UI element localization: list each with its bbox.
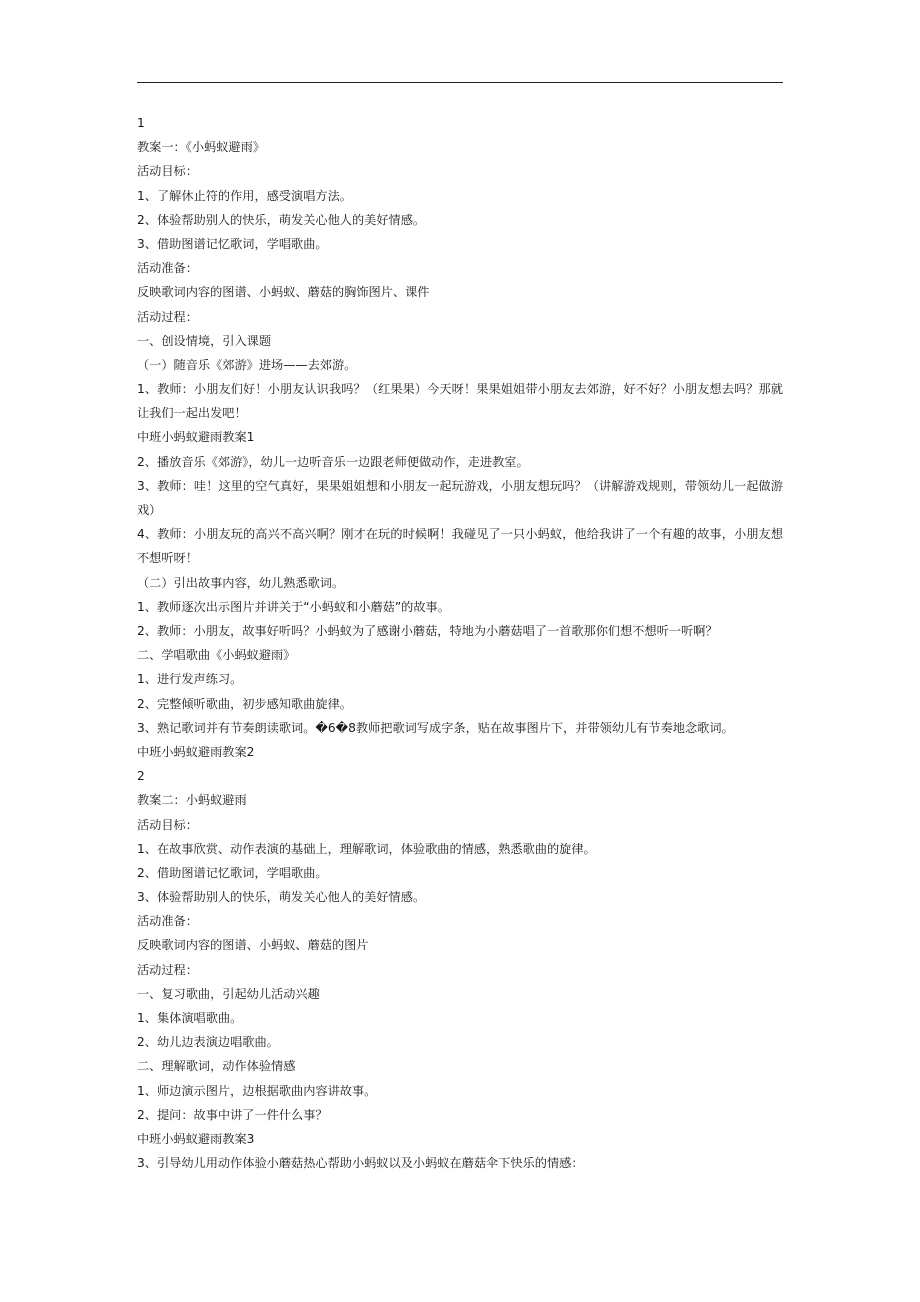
paragraph: 3、体验帮助别人的快乐，萌发关心他人的美好情感。	[137, 890, 426, 905]
running-footer: 中班小蚂蚁避雨教案2	[137, 744, 255, 759]
paragraph: 一、复习歌曲，引起幼儿活动兴趣	[137, 986, 320, 1001]
paragraph: 3、借助图谱记忆歌词，学唱歌曲。	[137, 236, 328, 251]
section-heading: 活动目标：	[137, 164, 198, 179]
paragraph: 2、完整倾听歌曲，初步感知歌曲旋律。	[137, 696, 352, 711]
document-body	[137, 111, 783, 1175]
section-heading: 活动准备：	[137, 261, 198, 276]
paragraph: 3、教师：哇！这里的空气真好，果果姐姐想和小朋友一起玩游戏，小朋友想玩吗？（讲解游戏规则，带领幼儿一起做游戏）	[137, 478, 783, 518]
paragraph: 1、教师逐次出示图片并讲关于“小蚂蚁和小蘑菇”的故事。	[137, 599, 450, 614]
paragraph: 3、引导幼儿用动作体验小蘑菇热心帮助小蚂蚁以及小蚂蚁在蘑菇伞下快乐的情感：	[137, 1156, 584, 1171]
section-heading: 活动准备：	[137, 914, 198, 929]
paragraph: 1、集体演唱歌曲。	[137, 1011, 243, 1026]
paragraph: 1、了解休止符的作用，感受演唱方法。	[137, 188, 352, 203]
page-number: 2	[137, 769, 145, 784]
paragraph: 1、在故事欣赏、动作表演的基础上，理解歌词，体验歌曲的情感，熟悉歌曲的旋律。	[137, 841, 596, 856]
paragraph: 2、播放音乐《郊游》，幼儿一边听音乐一边跟老师便做动作，走进教室。	[137, 454, 529, 469]
paragraph: 2、借助图谱记忆歌词，学唱歌曲。	[137, 865, 328, 880]
paragraph: 1、教师：小朋友们好！小朋友认识我吗？（红果果）今天呀！果果姐姐带小朋友去郊游，好不好？小朋友想去吗？那就让我们一起出发吧！	[137, 382, 783, 421]
section-heading: 活动过程：	[137, 309, 198, 324]
lesson-title: 教案二：小蚂蚁避雨	[137, 793, 247, 808]
paragraph: 2、提问：故事中讲了一件什么事？	[137, 1107, 328, 1122]
paragraph: 反映歌词内容的图谱、小蚂蚁、蘑菇的胸饰图片、课件	[137, 285, 430, 300]
paragraph: 1、进行发声练习。	[137, 672, 243, 687]
paragraph: 二、学唱歌曲《小蚂蚁避雨》	[137, 648, 296, 663]
paragraph: 4、教师：小朋友玩的高兴不高兴啊？刚才在玩的时候啊！我碰见了一只小蚂蚁，他给我讲了一个有趣的故事，小朋友想不想听呀！	[137, 527, 783, 566]
paragraph: 一、创设情境，引入课题	[137, 333, 272, 348]
paragraph: 2、体验帮助别人的快乐，萌发关心他人的美好情感。	[137, 212, 426, 227]
section-heading: 活动目标：	[137, 817, 198, 832]
paragraph: 3、熟记歌词并有节奏朗读歌词。�6�8教师把歌词写成字条，贴在故事图片下，并带领幼儿有节奏地念歌词。	[137, 720, 734, 735]
running-footer: 中班小蚂蚁避雨教案3	[137, 1131, 255, 1146]
paragraph: 2、教师：小朋友，故事好听吗？小蚂蚁为了感谢小蘑菇，特地为小蘑菇唱了一首歌那你们想不想听一听啊？	[137, 624, 718, 639]
header-rule	[137, 82, 783, 83]
paragraph: 1、师边演示图片，边根据歌曲内容讲故事。	[137, 1083, 377, 1098]
paragraph: 反映歌词内容的图谱、小蚂蚁、蘑菇的图片	[137, 938, 369, 953]
section-heading: 活动过程：	[137, 962, 198, 977]
paragraph: （一）随音乐《郊游》进场——去郊游。	[137, 357, 357, 372]
running-footer: 中班小蚂蚁避雨教案1	[137, 430, 255, 445]
paragraph: 二、理解歌词，动作体验情感	[137, 1059, 296, 1074]
paragraph: 2、幼儿边表演边唱歌曲。	[137, 1035, 279, 1050]
page-number: 1	[137, 116, 145, 130]
paragraph: （二）引出故事内容，幼儿熟悉歌词。	[137, 575, 345, 590]
lesson-title: 教案一：《小蚂蚁避雨》	[137, 140, 265, 155]
